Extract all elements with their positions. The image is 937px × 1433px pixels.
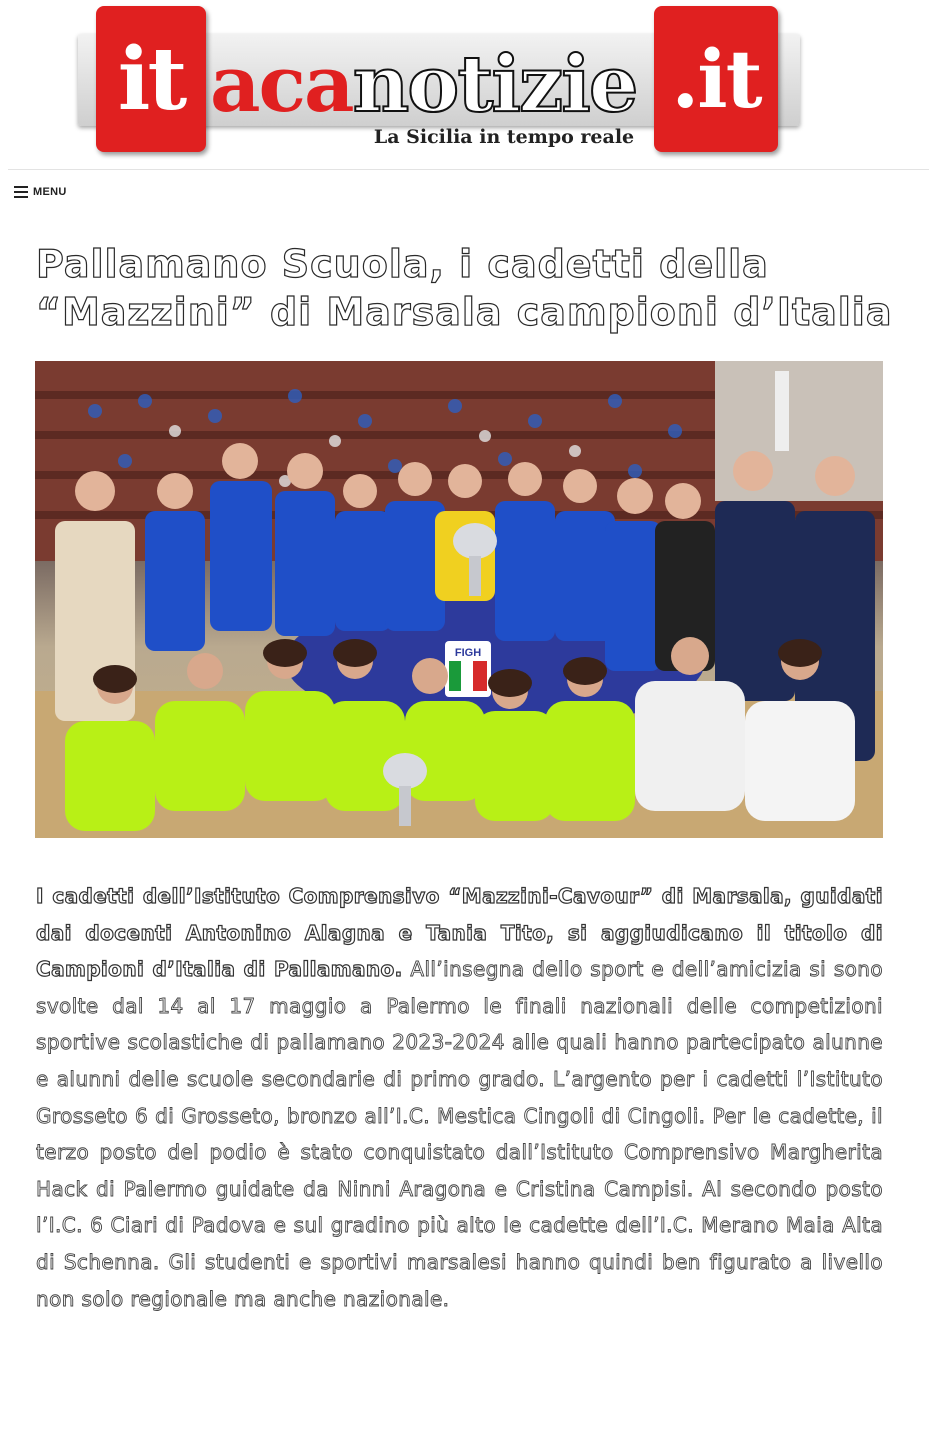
menu-button[interactable]: [14, 183, 67, 201]
site-header: [0, 0, 937, 170]
team-photo-illustration: [35, 361, 883, 838]
article-title: Pallamano Scuola, i cadetti della “Mazzini” di Marsala campioni d’Italia: [36, 242, 893, 334]
logo-tagline: La Sicilia in tempo reale: [373, 126, 635, 148]
banner-text: FIGH: [454, 647, 482, 659]
menu-label: MENU: [33, 186, 67, 198]
logo-wordmark-red: aca: [210, 38, 353, 130]
article-photo: [35, 361, 883, 838]
site-logo[interactable]: [78, 6, 800, 154]
article-body: [36, 878, 883, 1317]
logo-wordmark: [210, 38, 650, 130]
logo-left-box: it: [96, 6, 206, 152]
article-text: All’insegna dello sport e dell’amicizia si sono svolte dal 14 al 17 maggio a Palermo le finali nazionali delle competizioni sportive scolastiche di pallamano 2023-2024 alle quali hanno partecipato alunne e alunni delle scuole secondarie di primo grado. L’argento per i cadetti l’Istituto Grosseto 6 di Grosseto, bronzo all’I.C. Mestica Cingoli di Cingoli. Per le cadette, il terzo posto del podio è stato conquistato dall’Istituto Comprensivo Margherita Hack di Palermo guidate da Ninni Aragona e Cristina Campisi. Al secondo posto l’I.C. 6 Ciari di Padova e sul gradino più alto le cadette dell’I.C. Merano Maia Alta di Schenna. Gli studenti e sportivi marsalesi hanno quindi ben figurato a livello non solo regionale ma anche nazionale.: [36, 957, 883, 1311]
hamburger-icon: [14, 186, 28, 198]
header-divider: [8, 169, 929, 170]
logo-wordmark-outline: notizie: [352, 38, 637, 130]
article-lead: I cadetti dell’Istituto Comprensivo “Mazzini-Cavour” di Marsala, guidati dai docenti Antonino Alagna e Tania Tito, si aggiudicano il titolo di Campioni d’Italia di Pallamano.: [36, 884, 883, 982]
logo-right-box: .it: [654, 6, 778, 152]
